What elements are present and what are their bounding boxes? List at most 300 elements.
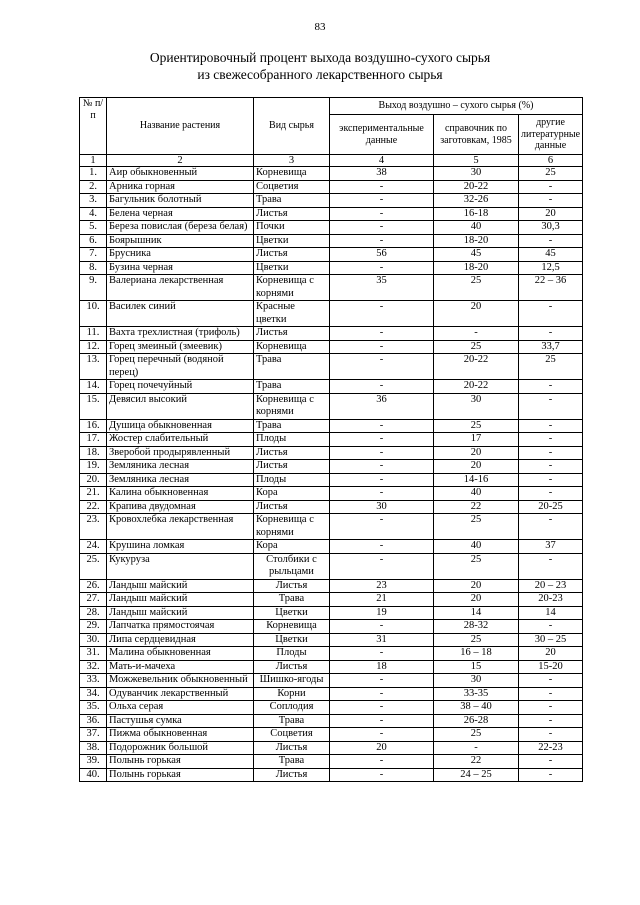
raw-material-type: Кора — [254, 540, 330, 554]
plant-name: Малина обыкновенная — [107, 647, 254, 661]
experimental-value: - — [330, 380, 434, 394]
plant-name: Белена черная — [107, 207, 254, 221]
other-literature-value: - — [519, 514, 583, 540]
table-row — [80, 419, 583, 433]
table-row — [80, 221, 583, 235]
table-row — [80, 647, 583, 661]
raw-material-type: Цветки — [254, 261, 330, 275]
raw-material-type: Листья — [254, 327, 330, 341]
table-row — [80, 768, 583, 782]
other-literature-value: - — [519, 380, 583, 394]
table-row — [80, 301, 583, 327]
title-line-1: Ориентировочный процент выхода воздушно-сухого сырья — [149, 50, 491, 65]
experimental-value: - — [330, 620, 434, 634]
handbook-value: 38 – 40 — [434, 701, 519, 715]
handbook-value: 20-22 — [434, 380, 519, 394]
plant-name: Ландыш майский — [107, 606, 254, 620]
plant-name: Крушина ломкая — [107, 540, 254, 554]
plant-name: Василек синий — [107, 301, 254, 327]
table-row — [80, 194, 583, 208]
experimental-value: - — [330, 460, 434, 474]
other-literature-value: 45 — [519, 248, 583, 262]
raw-material-type: Корневища — [254, 620, 330, 634]
row-number: 24. — [80, 540, 107, 554]
column-number: 5 — [434, 155, 519, 167]
plant-name: Арника горная — [107, 180, 254, 194]
experimental-value: - — [330, 701, 434, 715]
plant-name: Ольха серая — [107, 701, 254, 715]
plant-name: Липа сердцевидная — [107, 633, 254, 647]
raw-material-type: Трава — [254, 194, 330, 208]
plant-name: Аир обыкновенный — [107, 167, 254, 181]
experimental-value: - — [330, 221, 434, 235]
table-row — [80, 553, 583, 579]
other-literature-value: - — [519, 180, 583, 194]
column-number-row — [80, 155, 583, 167]
row-number: 9. — [80, 275, 107, 301]
raw-material-type: Трава — [254, 593, 330, 607]
row-number: 30. — [80, 633, 107, 647]
handbook-value: 20-22 — [434, 354, 519, 380]
plant-name: Вахта трехлистная (трифоль) — [107, 327, 254, 341]
experimental-value: - — [330, 553, 434, 579]
other-literature-value: - — [519, 755, 583, 769]
raw-material-type: Листья — [254, 768, 330, 782]
experimental-value: - — [330, 487, 434, 501]
other-literature-value: 20 — [519, 207, 583, 221]
raw-material-type: Листья — [254, 660, 330, 674]
row-number: 26. — [80, 579, 107, 593]
header-experimental: экспериментальные данные — [330, 115, 434, 155]
raw-material-type: Плоды — [254, 433, 330, 447]
other-literature-value: - — [519, 714, 583, 728]
handbook-value: 30 — [434, 393, 519, 419]
experimental-value: - — [330, 301, 434, 327]
raw-material-type: Цветки — [254, 234, 330, 248]
raw-material-type: Соплодия — [254, 701, 330, 715]
experimental-value: - — [330, 354, 434, 380]
other-literature-value: - — [519, 234, 583, 248]
other-literature-value: - — [519, 768, 583, 782]
handbook-value: 22 — [434, 500, 519, 514]
experimental-value: - — [330, 433, 434, 447]
plant-name: Полынь горькая — [107, 755, 254, 769]
table-body — [80, 167, 583, 782]
handbook-value: - — [434, 741, 519, 755]
other-literature-value: 30,3 — [519, 221, 583, 235]
header-yield-group: Выход воздушно – сухого сырья (%) — [330, 98, 583, 115]
row-number: 18. — [80, 446, 107, 460]
plant-name: Зверобой продырявленный — [107, 446, 254, 460]
plant-name: Ландыш майский — [107, 593, 254, 607]
page-number: 83 — [314, 21, 326, 33]
other-literature-value: - — [519, 433, 583, 447]
handbook-value: 25 — [434, 514, 519, 540]
row-number: 1. — [80, 167, 107, 181]
raw-material-type: Корни — [254, 687, 330, 701]
table-row — [80, 167, 583, 181]
other-literature-value: - — [519, 327, 583, 341]
raw-material-type: Трава — [254, 755, 330, 769]
table-row — [80, 540, 583, 554]
experimental-value: - — [330, 180, 434, 194]
experimental-value: 19 — [330, 606, 434, 620]
experimental-value: - — [330, 207, 434, 221]
raw-material-type: Корневища с корнями — [254, 275, 330, 301]
handbook-value: 20 — [434, 301, 519, 327]
raw-material-type: Листья — [254, 741, 330, 755]
handbook-value: 20 — [434, 579, 519, 593]
other-literature-value: 25 — [519, 354, 583, 380]
table-row — [80, 446, 583, 460]
plant-name: Пижма обыкновенная — [107, 728, 254, 742]
other-literature-value: 22 – 36 — [519, 275, 583, 301]
experimental-value: - — [330, 514, 434, 540]
row-number: 17. — [80, 433, 107, 447]
plant-name: Девясил высокий — [107, 393, 254, 419]
raw-material-type: Кора — [254, 487, 330, 501]
header-other: другие литературные данные — [519, 115, 583, 155]
row-number: 34. — [80, 687, 107, 701]
row-number: 37. — [80, 728, 107, 742]
raw-material-type: Соцветия — [254, 180, 330, 194]
table-row — [80, 327, 583, 341]
plant-name: Жостер слабительный — [107, 433, 254, 447]
table-row — [80, 261, 583, 275]
raw-material-type: Цветки — [254, 633, 330, 647]
handbook-value: 20 — [434, 593, 519, 607]
page-title — [0, 49, 640, 83]
raw-material-type: Листья — [254, 446, 330, 460]
table-row — [80, 275, 583, 301]
plant-name: Ландыш майский — [107, 579, 254, 593]
plant-name: Калина обыкновенная — [107, 487, 254, 501]
raw-material-type: Трава — [254, 354, 330, 380]
handbook-value: 25 — [434, 275, 519, 301]
experimental-value: 35 — [330, 275, 434, 301]
experimental-value: 30 — [330, 500, 434, 514]
plant-name: Кукуруза — [107, 553, 254, 579]
other-literature-value: 20-25 — [519, 500, 583, 514]
plant-name: Горец перечный (водяной перец) — [107, 354, 254, 380]
raw-material-type: Корневища с корнями — [254, 514, 330, 540]
handbook-value: 20 — [434, 446, 519, 460]
other-literature-value: - — [519, 674, 583, 688]
plant-name: Береза повислая (береза белая) — [107, 221, 254, 235]
handbook-value: 14 — [434, 606, 519, 620]
row-number: 19. — [80, 460, 107, 474]
other-literature-value: - — [519, 620, 583, 634]
table-row — [80, 380, 583, 394]
handbook-value: 40 — [434, 221, 519, 235]
handbook-value: 20-22 — [434, 180, 519, 194]
experimental-value: - — [330, 768, 434, 782]
row-number: 11. — [80, 327, 107, 341]
plant-name: Кровохлебка лекарственная — [107, 514, 254, 540]
table-row — [80, 674, 583, 688]
column-number: 1 — [80, 155, 107, 167]
experimental-value: - — [330, 473, 434, 487]
other-literature-value: 30 – 25 — [519, 633, 583, 647]
handbook-value: 25 — [434, 553, 519, 579]
handbook-value: 25 — [434, 419, 519, 433]
table-row — [80, 579, 583, 593]
column-number: 2 — [107, 155, 254, 167]
experimental-value: - — [330, 647, 434, 661]
experimental-value: 23 — [330, 579, 434, 593]
other-literature-value: 25 — [519, 167, 583, 181]
row-number: 23. — [80, 514, 107, 540]
handbook-value: - — [434, 327, 519, 341]
other-literature-value: - — [519, 393, 583, 419]
experimental-value: - — [330, 261, 434, 275]
row-number: 21. — [80, 487, 107, 501]
raw-material-type: Листья — [254, 460, 330, 474]
experimental-value: - — [330, 419, 434, 433]
raw-material-type: Столбики с рыльцами — [254, 553, 330, 579]
raw-material-type: Трава — [254, 714, 330, 728]
row-number: 40. — [80, 768, 107, 782]
experimental-value: 20 — [330, 741, 434, 755]
handbook-value: 18-20 — [434, 261, 519, 275]
row-number: 36. — [80, 714, 107, 728]
experimental-value: - — [330, 728, 434, 742]
title-line-2: из свежесобранного лекарственного сырья — [197, 67, 443, 82]
experimental-value: 31 — [330, 633, 434, 647]
plant-name: Мать-и-мачеха — [107, 660, 254, 674]
table-row — [80, 620, 583, 634]
experimental-value: - — [330, 340, 434, 354]
handbook-value: 40 — [434, 487, 519, 501]
table-row — [80, 340, 583, 354]
handbook-value: 32-26 — [434, 194, 519, 208]
row-number: 16. — [80, 419, 107, 433]
row-number: 10. — [80, 301, 107, 327]
header-raw-type: Вид сырья — [254, 98, 330, 155]
row-number: 38. — [80, 741, 107, 755]
table-row — [80, 593, 583, 607]
table-row — [80, 393, 583, 419]
table-row — [80, 701, 583, 715]
raw-material-type: Трава — [254, 419, 330, 433]
handbook-value: 25 — [434, 633, 519, 647]
other-literature-value: 33,7 — [519, 340, 583, 354]
experimental-value: - — [330, 446, 434, 460]
other-literature-value: 12,5 — [519, 261, 583, 275]
row-number: 3. — [80, 194, 107, 208]
raw-material-type: Листья — [254, 500, 330, 514]
row-number: 7. — [80, 248, 107, 262]
raw-material-type: Почки — [254, 221, 330, 235]
plant-name: Лапчатка прямостоячая — [107, 620, 254, 634]
other-literature-value: - — [519, 473, 583, 487]
other-literature-value: 20-23 — [519, 593, 583, 607]
row-number: 15. — [80, 393, 107, 419]
experimental-value: - — [330, 755, 434, 769]
row-number: 35. — [80, 701, 107, 715]
handbook-value: 15 — [434, 660, 519, 674]
experimental-value: 21 — [330, 593, 434, 607]
row-number: 29. — [80, 620, 107, 634]
plant-name: Брусника — [107, 248, 254, 262]
row-number: 12. — [80, 340, 107, 354]
handbook-value: 16 – 18 — [434, 647, 519, 661]
other-literature-value: - — [519, 446, 583, 460]
table-row — [80, 687, 583, 701]
experimental-value: - — [330, 674, 434, 688]
handbook-value: 45 — [434, 248, 519, 262]
row-number: 2. — [80, 180, 107, 194]
row-number: 39. — [80, 755, 107, 769]
other-literature-value: 15-20 — [519, 660, 583, 674]
table-row — [80, 354, 583, 380]
table-row — [80, 500, 583, 514]
raw-material-type: Листья — [254, 207, 330, 221]
table-row — [80, 741, 583, 755]
yield-table — [79, 97, 583, 782]
table-row — [80, 234, 583, 248]
table-row — [80, 248, 583, 262]
raw-material-type: Корневища — [254, 167, 330, 181]
handbook-value: 18-20 — [434, 234, 519, 248]
row-number: 20. — [80, 473, 107, 487]
raw-material-type: Соцветия — [254, 728, 330, 742]
handbook-value: 28-32 — [434, 620, 519, 634]
row-number: 32. — [80, 660, 107, 674]
plant-name: Земляника лесная — [107, 460, 254, 474]
raw-material-type: Плоды — [254, 473, 330, 487]
other-literature-value: - — [519, 301, 583, 327]
handbook-value: 26-28 — [434, 714, 519, 728]
header-handbook: справочник по заготовкам, 1985 — [434, 115, 519, 155]
table-row — [80, 755, 583, 769]
table-row — [80, 514, 583, 540]
other-literature-value: - — [519, 687, 583, 701]
row-number: 5. — [80, 221, 107, 235]
other-literature-value: 14 — [519, 606, 583, 620]
experimental-value: 38 — [330, 167, 434, 181]
row-number: 25. — [80, 553, 107, 579]
raw-material-type: Красные цветки — [254, 301, 330, 327]
plant-name: Пастушья сумка — [107, 714, 254, 728]
other-literature-value: - — [519, 701, 583, 715]
handbook-value: 40 — [434, 540, 519, 554]
raw-material-type: Шишко-ягоды — [254, 674, 330, 688]
experimental-value: - — [330, 327, 434, 341]
table-row — [80, 728, 583, 742]
plant-name: Валериана лекарственная — [107, 275, 254, 301]
row-number: 33. — [80, 674, 107, 688]
handbook-value: 17 — [434, 433, 519, 447]
handbook-value: 24 – 25 — [434, 768, 519, 782]
row-number: 22. — [80, 500, 107, 514]
raw-material-type: Листья — [254, 248, 330, 262]
handbook-value: 20 — [434, 460, 519, 474]
other-literature-value: - — [519, 194, 583, 208]
handbook-value: 30 — [434, 167, 519, 181]
handbook-value: 25 — [434, 728, 519, 742]
table-row — [80, 660, 583, 674]
other-literature-value: 22-23 — [519, 741, 583, 755]
plant-name: Подорожник большой — [107, 741, 254, 755]
row-number: 31. — [80, 647, 107, 661]
experimental-value: 36 — [330, 393, 434, 419]
handbook-value: 25 — [434, 340, 519, 354]
other-literature-value: - — [519, 487, 583, 501]
plant-name: Бузина черная — [107, 261, 254, 275]
plant-name: Багульник болотный — [107, 194, 254, 208]
raw-material-type: Листья — [254, 579, 330, 593]
handbook-value: 33-35 — [434, 687, 519, 701]
table-row — [80, 487, 583, 501]
experimental-value: - — [330, 687, 434, 701]
handbook-value: 30 — [434, 674, 519, 688]
header-plant: Название растения — [107, 98, 254, 155]
plant-name: Душица обыкновенная — [107, 419, 254, 433]
plant-name: Одуванчик лекарственный — [107, 687, 254, 701]
raw-material-type: Плоды — [254, 647, 330, 661]
raw-material-type: Трава — [254, 380, 330, 394]
handbook-value: 16-18 — [434, 207, 519, 221]
other-literature-value: 20 — [519, 647, 583, 661]
raw-material-type: Цветки — [254, 606, 330, 620]
other-literature-value: - — [519, 728, 583, 742]
table-row — [80, 714, 583, 728]
row-number: 6. — [80, 234, 107, 248]
raw-material-type: Корневища — [254, 340, 330, 354]
row-number: 27. — [80, 593, 107, 607]
experimental-value: - — [330, 714, 434, 728]
experimental-value: 56 — [330, 248, 434, 262]
row-number: 4. — [80, 207, 107, 221]
row-number: 8. — [80, 261, 107, 275]
plant-name: Можжевельник обыкновенный — [107, 674, 254, 688]
table-row — [80, 207, 583, 221]
table-row — [80, 473, 583, 487]
plant-name: Крапива двудомная — [107, 500, 254, 514]
header-num: № п/п — [80, 98, 107, 155]
column-number: 6 — [519, 155, 583, 167]
table-row — [80, 460, 583, 474]
row-number: 14. — [80, 380, 107, 394]
plant-name: Земляника лесная — [107, 473, 254, 487]
other-literature-value: - — [519, 553, 583, 579]
column-number: 4 — [330, 155, 434, 167]
plant-name: Горец змеиный (змеевик) — [107, 340, 254, 354]
other-literature-value: 20 – 23 — [519, 579, 583, 593]
raw-material-type: Корневища с корнями — [254, 393, 330, 419]
other-literature-value: - — [519, 419, 583, 433]
table-row — [80, 606, 583, 620]
other-literature-value: 37 — [519, 540, 583, 554]
experimental-value: 18 — [330, 660, 434, 674]
row-number: 28. — [80, 606, 107, 620]
experimental-value: - — [330, 540, 434, 554]
column-number: 3 — [254, 155, 330, 167]
table-row — [80, 433, 583, 447]
plant-name: Боярышник — [107, 234, 254, 248]
experimental-value: - — [330, 194, 434, 208]
experimental-value: - — [330, 234, 434, 248]
plant-name: Горец почечуйный — [107, 380, 254, 394]
handbook-value: 14-16 — [434, 473, 519, 487]
other-literature-value: - — [519, 460, 583, 474]
table-row — [80, 180, 583, 194]
table-row — [80, 633, 583, 647]
row-number: 13. — [80, 354, 107, 380]
handbook-value: 22 — [434, 755, 519, 769]
plant-name: Полынь горькая — [107, 768, 254, 782]
